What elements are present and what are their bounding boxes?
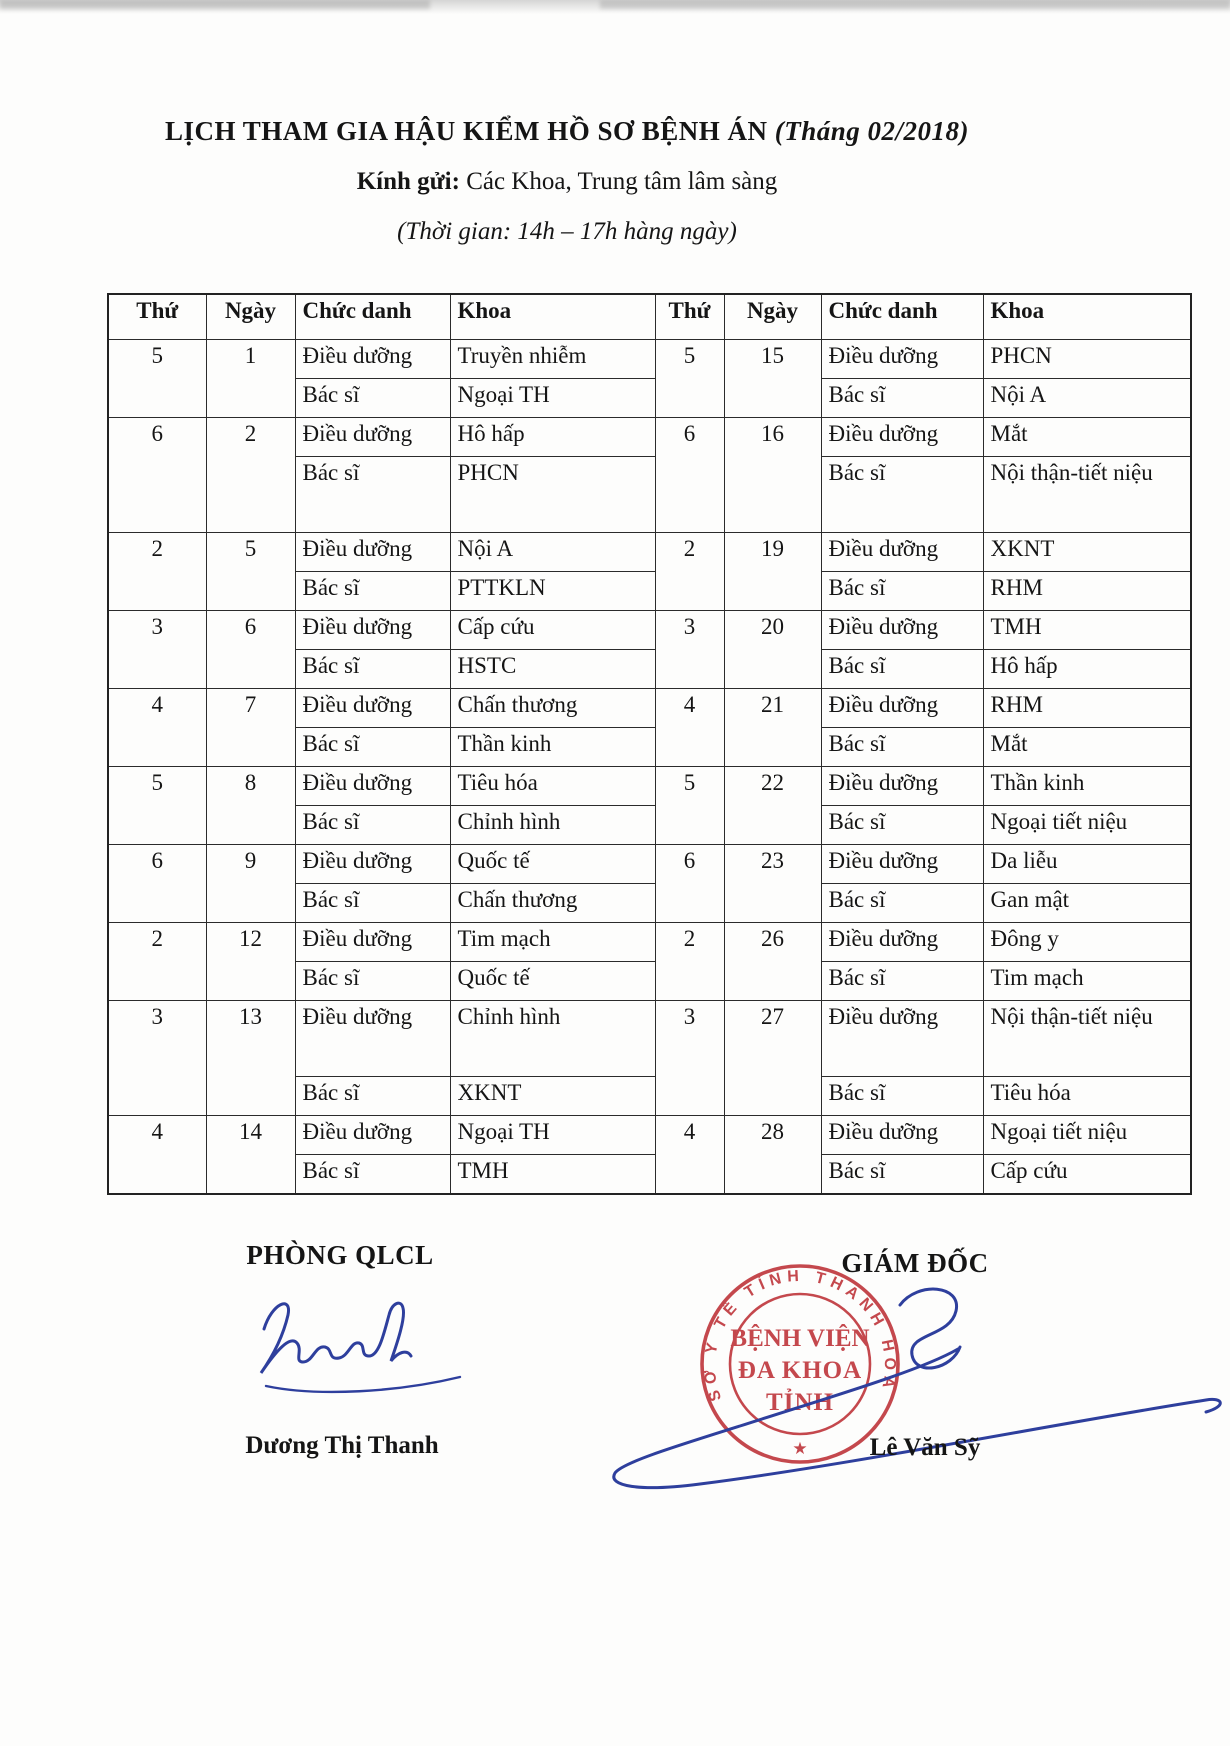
cell-khoa: Mắt — [983, 728, 1191, 767]
cell-role: Bác sĩ — [295, 1077, 450, 1116]
cell-khoa: Tiêu hóa — [983, 1077, 1191, 1116]
table-header-row — [108, 294, 1191, 340]
cell-thu: 5 — [655, 340, 724, 418]
cell-role: Điều dưỡng — [821, 1001, 983, 1077]
cell-thu: 3 — [108, 1001, 206, 1116]
cell-role: Điều dưỡng — [295, 418, 450, 457]
cell-thu: 3 — [655, 1001, 724, 1116]
table-row — [108, 1001, 1191, 1077]
cell-role: Bác sĩ — [821, 806, 983, 845]
cell-thu: 4 — [655, 689, 724, 767]
cell-role: Điều dưỡng — [295, 923, 450, 962]
cell-ngay: 2 — [206, 418, 295, 533]
table-row — [108, 418, 1191, 457]
cell-khoa: Chấn thương — [450, 884, 655, 923]
cell-khoa: Ngoại TH — [450, 1116, 655, 1155]
cell-ngay: 9 — [206, 845, 295, 923]
cell-khoa: HSTC — [450, 650, 655, 689]
stamp-star-icon: ★ — [792, 1439, 808, 1458]
cell-role: Điều dưỡng — [821, 1116, 983, 1155]
stamp-ring-text: SỞ Y TẾ TỈNH THANH HOÁ — [701, 1267, 899, 1404]
cell-ngay: 20 — [724, 611, 821, 689]
cell-khoa: Hô hấp — [450, 418, 655, 457]
cell-thu: 4 — [108, 689, 206, 767]
cell-role: Bác sĩ — [821, 962, 983, 1001]
cell-role: Điều dưỡng — [821, 533, 983, 572]
cell-khoa: Thần kinh — [983, 767, 1191, 806]
cell-role: Điều dưỡng — [295, 340, 450, 379]
handwritten-signature-right — [590, 1285, 1230, 1500]
cell-role: Bác sĩ — [295, 1155, 450, 1194]
cell-khoa: Tim mạch — [983, 962, 1191, 1001]
column-header: Ngày — [724, 294, 821, 340]
cell-role: Điều dưỡng — [295, 1001, 450, 1077]
cell-role: Điều dưỡng — [821, 845, 983, 884]
cell-khoa: Ngoại tiết niệu — [983, 1116, 1191, 1155]
cell-ngay: 15 — [724, 340, 821, 418]
recipient-label: Kính gửi: — [356, 168, 460, 195]
cell-khoa: Hô hấp — [983, 650, 1191, 689]
cell-khoa: TMH — [450, 1155, 655, 1194]
cell-thu: 2 — [108, 533, 206, 611]
scan-smudge — [600, 0, 1230, 9]
column-header: Khoa — [450, 294, 655, 340]
cell-role: Bác sĩ — [821, 884, 983, 923]
stamp-line1: BỆNH VIỆN — [730, 1325, 870, 1352]
cell-thu: 5 — [655, 767, 724, 845]
document-title — [0, 116, 1134, 147]
cell-role: Điều dưỡng — [821, 340, 983, 379]
cell-role: Điều dưỡng — [821, 418, 983, 457]
cell-khoa: Nội A — [450, 533, 655, 572]
cell-khoa: RHM — [983, 572, 1191, 611]
cell-role: Điều dưỡng — [295, 689, 450, 728]
column-header: Chức danh — [295, 294, 450, 340]
cell-thu: 2 — [655, 533, 724, 611]
cell-thu: 6 — [655, 845, 724, 923]
cell-thu: 2 — [655, 923, 724, 1001]
cell-role: Bác sĩ — [821, 379, 983, 418]
stamp-line2: ĐA KHOA — [737, 1357, 863, 1384]
cell-thu: 4 — [655, 1116, 724, 1194]
cell-ngay: 5 — [206, 533, 295, 611]
cell-khoa: PHCN — [450, 457, 655, 533]
column-header: Thứ — [108, 294, 206, 340]
cell-ngay: 8 — [206, 767, 295, 845]
recipient-value: Các Khoa, Trung tâm lâm sàng — [459, 168, 778, 195]
cell-thu: 5 — [108, 767, 206, 845]
cell-khoa: Thần kinh — [450, 728, 655, 767]
cell-ngay: 16 — [724, 418, 821, 533]
cell-ngay: 14 — [206, 1116, 295, 1194]
cell-role: Bác sĩ — [295, 728, 450, 767]
director-signature-title: GIÁM ĐỐC — [841, 1248, 989, 1278]
cell-ngay: 27 — [724, 1001, 821, 1116]
cell-role: Bác sĩ — [295, 650, 450, 689]
cell-role: Điều dưỡng — [295, 1116, 450, 1155]
column-header: Khoa — [983, 294, 1191, 340]
cell-role: Điều dưỡng — [821, 767, 983, 806]
cell-ngay: 12 — [206, 923, 295, 1001]
cell-role: Bác sĩ — [821, 1077, 983, 1116]
table-row — [108, 845, 1191, 884]
cell-khoa: Cấp cứu — [450, 611, 655, 650]
cell-khoa: Da liễu — [983, 845, 1191, 884]
cell-role: Bác sĩ — [295, 884, 450, 923]
cell-khoa: Chỉnh hình — [450, 806, 655, 845]
cell-khoa: PTTKLN — [450, 572, 655, 611]
cell-role: Điều dưỡng — [295, 611, 450, 650]
stamp-line3: TỈNH — [766, 1389, 834, 1416]
dept-signature-title: PHÒNG QLCL — [246, 1240, 434, 1270]
cell-khoa: Đông y — [983, 923, 1191, 962]
title-main: LỊCH THAM GIA HẬU KIỂM HỒ SƠ BỆNH ÁN — [164, 116, 768, 146]
cell-khoa: Tim mạch — [450, 923, 655, 962]
column-header: Chức danh — [821, 294, 983, 340]
cell-thu: 4 — [108, 1116, 206, 1194]
cell-khoa: Quốc tế — [450, 962, 655, 1001]
cell-khoa: Nội thận-tiết niệu — [983, 457, 1191, 533]
cell-khoa: Quốc tế — [450, 845, 655, 884]
table-row — [108, 340, 1191, 379]
handwritten-signature-left — [248, 1293, 478, 1408]
cell-role: Bác sĩ — [821, 650, 983, 689]
signer-name-right: Lê Văn Sỹ — [869, 1434, 981, 1461]
time-note: (Thời gian: 14h – 17h hàng ngày) — [397, 218, 737, 245]
cell-ngay: 26 — [724, 923, 821, 1001]
cell-thu: 6 — [108, 845, 206, 923]
cell-khoa: RHM — [983, 689, 1191, 728]
cell-role: Điều dưỡng — [821, 611, 983, 650]
cell-role: Bác sĩ — [821, 457, 983, 533]
table-row — [108, 1116, 1191, 1155]
cell-role: Điều dưỡng — [295, 533, 450, 572]
cell-role: Bác sĩ — [295, 962, 450, 1001]
cell-thu: 6 — [655, 418, 724, 533]
cell-khoa: Tiêu hóa — [450, 767, 655, 806]
cell-role: Điều dưỡng — [821, 923, 983, 962]
cell-ngay: 22 — [724, 767, 821, 845]
cell-role: Điều dưỡng — [821, 689, 983, 728]
cell-ngay: 1 — [206, 340, 295, 418]
cell-role: Điều dưỡng — [295, 845, 450, 884]
cell-role: Bác sĩ — [295, 379, 450, 418]
table-row — [108, 767, 1191, 806]
signer-name-left: Dương Thị Thanh — [245, 1432, 439, 1459]
scan-smudge — [0, 0, 430, 9]
cell-role: Bác sĩ — [821, 728, 983, 767]
cell-thu: 3 — [655, 611, 724, 689]
cell-khoa: TMH — [983, 611, 1191, 650]
cell-ngay: 19 — [724, 533, 821, 611]
cell-role: Điều dưỡng — [295, 767, 450, 806]
cell-khoa: Nội A — [983, 379, 1191, 418]
schedule-table — [107, 293, 1192, 1195]
cell-khoa: Truyền nhiễm — [450, 340, 655, 379]
cell-role: Bác sĩ — [295, 457, 450, 533]
cell-ngay: 23 — [724, 845, 821, 923]
cell-khoa: Gan mật — [983, 884, 1191, 923]
cell-khoa: XKNT — [450, 1077, 655, 1116]
cell-ngay: 28 — [724, 1116, 821, 1194]
cell-khoa: Nội thận-tiết niệu — [983, 1001, 1191, 1077]
column-header: Thứ — [655, 294, 724, 340]
column-header: Ngày — [206, 294, 295, 340]
cell-ngay: 7 — [206, 689, 295, 767]
cell-role: Bác sĩ — [821, 572, 983, 611]
cell-khoa: Chấn thương — [450, 689, 655, 728]
cell-khoa: XKNT — [983, 533, 1191, 572]
table-row — [108, 533, 1191, 572]
cell-khoa: Ngoại tiết niệu — [983, 806, 1191, 845]
cell-role: Bác sĩ — [295, 806, 450, 845]
cell-thu: 5 — [108, 340, 206, 418]
cell-khoa: Ngoại TH — [450, 379, 655, 418]
table-row — [108, 923, 1191, 962]
table-row — [108, 689, 1191, 728]
table-row — [108, 611, 1191, 650]
cell-ngay: 13 — [206, 1001, 295, 1116]
cell-khoa: Chỉnh hình — [450, 1001, 655, 1077]
cell-khoa: Mắt — [983, 418, 1191, 457]
recipient-line — [0, 168, 1134, 196]
cell-role: Bác sĩ — [821, 1155, 983, 1194]
cell-thu: 2 — [108, 923, 206, 1001]
title-month: (Tháng 02/2018) — [767, 116, 970, 146]
cell-thu: 3 — [108, 611, 206, 689]
cell-ngay: 21 — [724, 689, 821, 767]
cell-khoa: Cấp cứu — [983, 1155, 1191, 1194]
cell-role: Bác sĩ — [295, 572, 450, 611]
cell-thu: 6 — [108, 418, 206, 533]
cell-khoa: PHCN — [983, 340, 1191, 379]
cell-ngay: 6 — [206, 611, 295, 689]
